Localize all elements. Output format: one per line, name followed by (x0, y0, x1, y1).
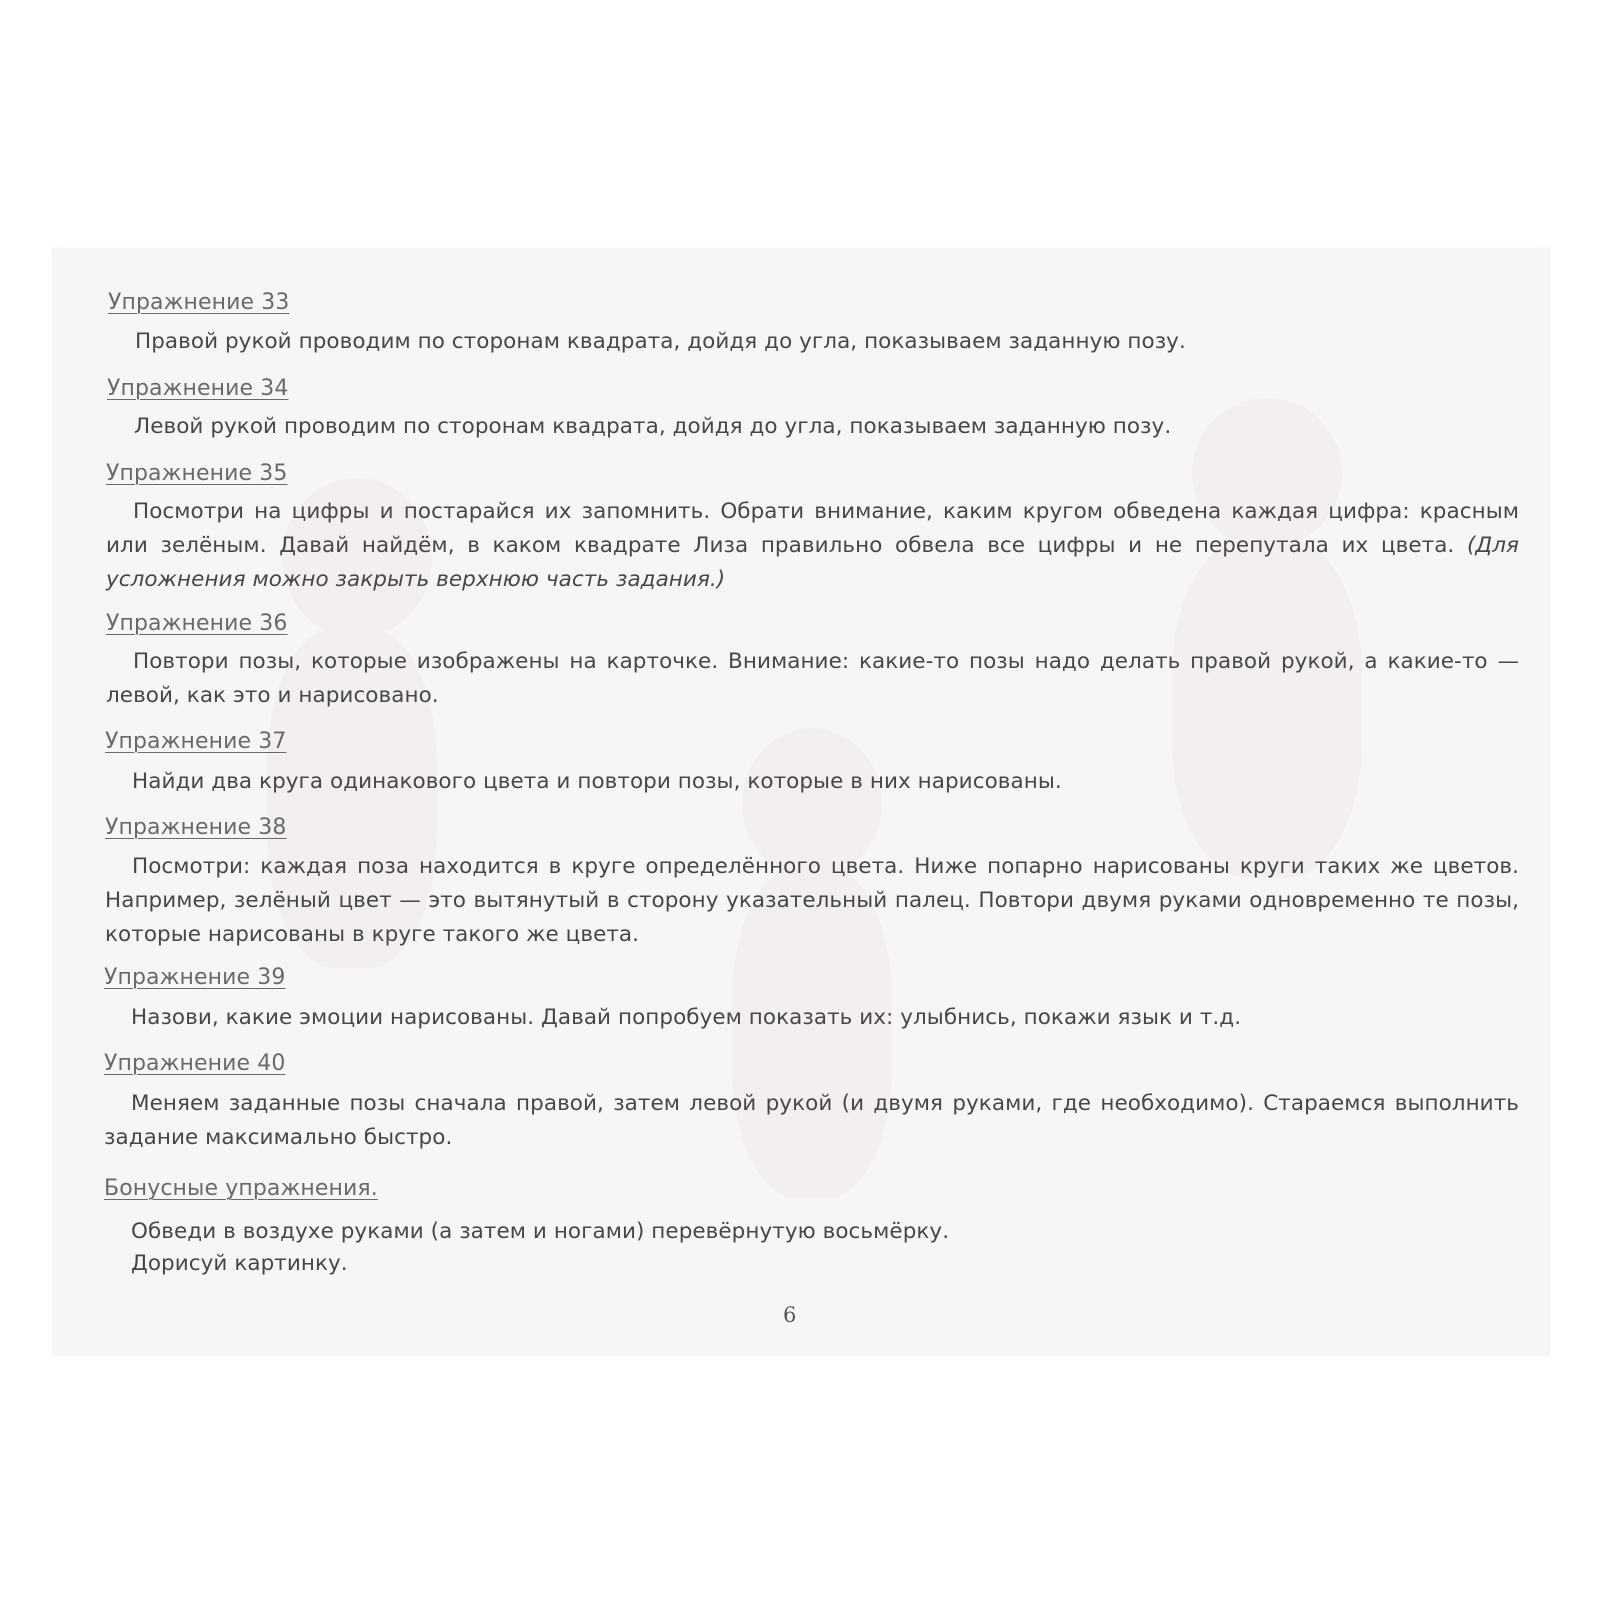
exercise-text: Назови, какие эмоции нарисованы. Давай попробуем показать их: улыбнись, покажи язык и т.д. (131, 1005, 1242, 1030)
exercise-heading: Упражнение 34 (107, 376, 289, 401)
exercise-text: Повтори позы, которые изображены на карточке. Внимание: какие-то позы надо делать правой рукой, а какие-то — левой, как это и нарисовано. (106, 649, 1519, 708)
bonus-line: Дорисуй картинку. (131, 1251, 348, 1276)
bonus-line: Обведи в воздухе руками (а затем и ногами) перевёрнутую восьмёрку. (131, 1219, 950, 1244)
exercise-text: Меняем заданные позы сначала правой, затем левой рукой (и двумя руками, где необходимо). Стараемся выполнить задание максимально быстро. (104, 1091, 1519, 1150)
exercise-text: Правой рукой проводим по сторонам квадрата, дойдя до угла, показываем заданную позу. (135, 329, 1186, 354)
exercise-text: Левой рукой проводим по сторонам квадрата, дойдя до угла, показываем заданную позу. (134, 414, 1172, 439)
exercise-heading: Упражнение 39 (104, 965, 286, 990)
exercise-note: (Для усложнения можно закрыть верхнюю часть задания.) (106, 533, 1520, 592)
page-number: 6 (783, 1303, 797, 1327)
exercise-heading: Упражнение 33 (108, 290, 290, 315)
exercise-heading: Упражнение 36 (106, 611, 288, 636)
exercise-heading: Упражнение 40 (104, 1051, 286, 1076)
exercise-text: Найди два круга одинакового цвета и повтори позы, которые в них нарисованы. (132, 769, 1062, 794)
exercise-text: Посмотри: каждая поза находится в круге определённого цвета. Ниже попарно нарисованы круги таких же цветов. Например, зелёный цвет — это вытянутый в сторону указательный палец. Повтори двумя руками одновременно те позы, которые нарисованы в круге такого же цвета. (105, 854, 1519, 947)
exercise-heading: Упражнение 35 (106, 461, 288, 486)
exercise-heading: Упражнение 38 (105, 815, 287, 840)
bonus-heading: Бонусные упражнения. (104, 1176, 378, 1201)
exercise-heading: Упражнение 37 (105, 729, 287, 754)
exercise-text: Посмотри на цифры и постарайся их запомнить. Обрати внимание, каким кругом обведена каждая цифра: красным или зелёным. Давай найдём, в каком квадрате Лиза правильно обвела все цифры и не перепутала их цвета. (Для усложнения можно закрыть верхнюю часть задания.) (106, 499, 1520, 592)
